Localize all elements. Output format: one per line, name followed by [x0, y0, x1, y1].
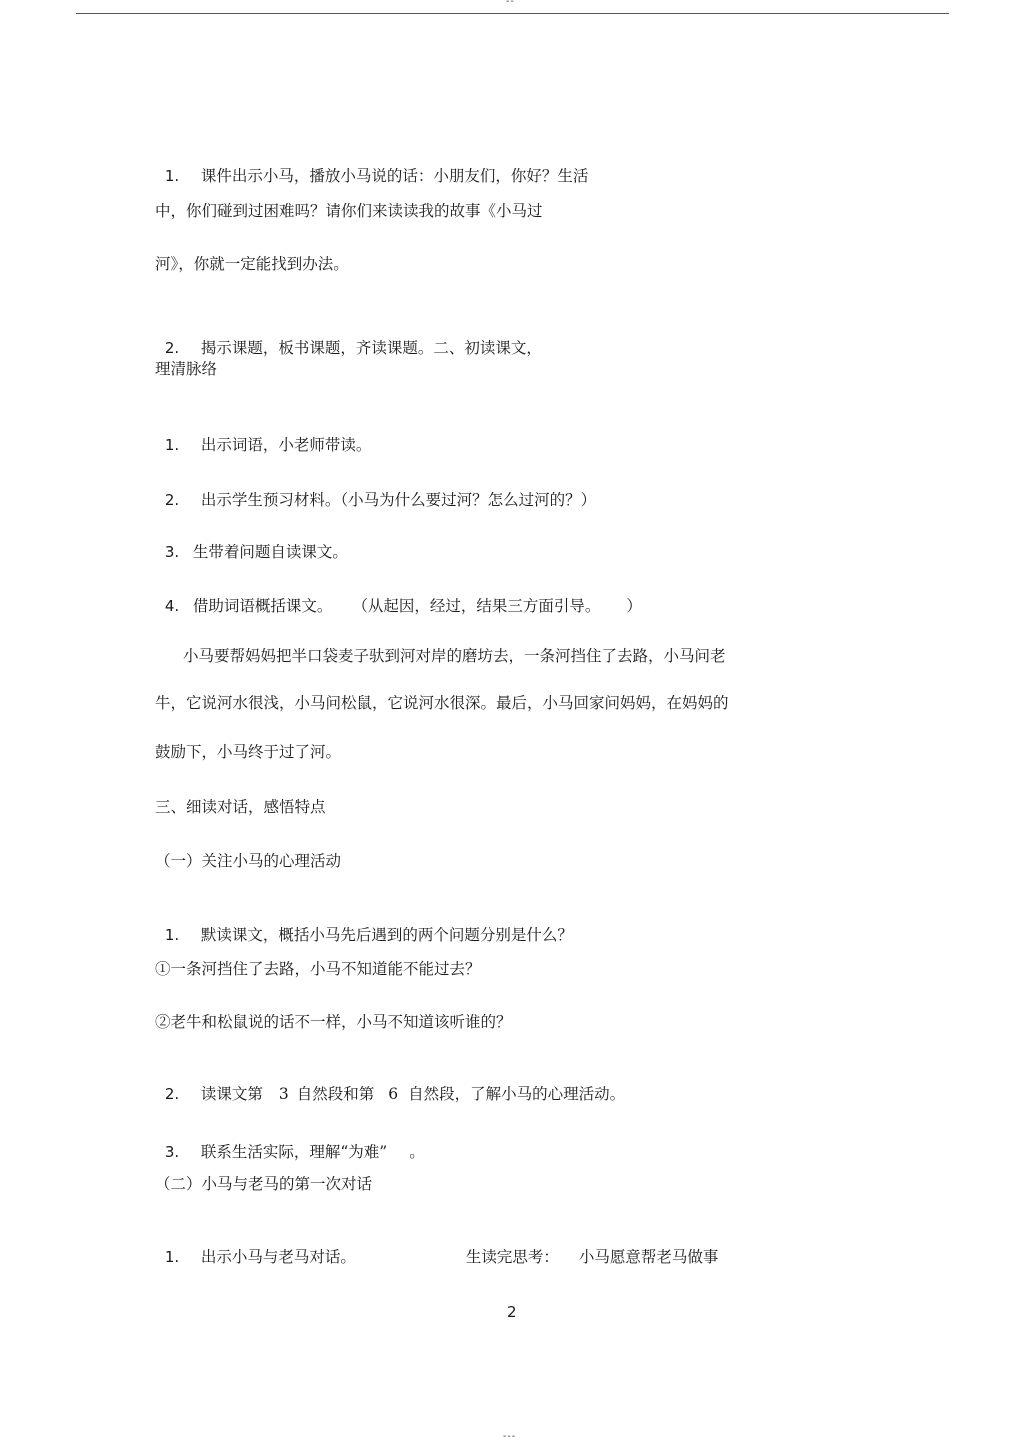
paragraph-line: 小马要帮妈妈把半口袋麦子驮到河对岸的磨坊去，一条河挡住了去路，小马问老 [183, 647, 726, 665]
text-line: 中，你们碰到过困难吗？请你们来读读我的故事《小马过 [155, 202, 543, 220]
list-number: 4. [164, 597, 180, 615]
page-number: 2 [507, 1303, 517, 1321]
header-rule [76, 13, 949, 14]
line-text: 联系生活实际，理解“为难” [200, 1143, 388, 1161]
text-line [155, 146, 588, 186]
text-line: ①一条河挡住了去路，小马不知道能不能过去？ [155, 960, 481, 978]
line-text: 生带着问题自读课文。 [192, 543, 348, 561]
subsection-heading: （一）关注小马的心理活动 [155, 852, 342, 870]
text-line [155, 1064, 625, 1104]
line-text: 出示小马与老马对话。 [200, 1248, 356, 1266]
line-text: 3 [278, 1085, 289, 1103]
text-line [155, 1227, 718, 1267]
subsection-heading: （二）小马与老马的第一次对话 [155, 1175, 373, 1193]
text-line [155, 470, 596, 510]
text-line [155, 576, 642, 616]
text-line [155, 522, 348, 562]
line-text: 默读课文，概括小马先后遇到的两个问题分别是什么？ [200, 926, 573, 944]
paragraph-line: 鼓励下，小马终于过了河。 [155, 743, 342, 761]
list-number: 1. [164, 167, 180, 185]
text-line: ②老牛和松鼠说的话不一样，小马不知道该听谁的？ [155, 1013, 512, 1031]
footer-mark: --- [503, 1431, 517, 1442]
line-text: （从起因，经过，结果三方面引导。 [352, 597, 601, 615]
line-text: 。 [409, 1143, 425, 1161]
line-text: 6 [388, 1085, 399, 1103]
list-number: 1. [164, 436, 180, 454]
section-heading: 三、细读对话，感悟特点 [155, 798, 326, 816]
list-number: 2. [164, 491, 180, 509]
line-text: ） [626, 597, 642, 615]
line-text: 自然段，了解小马的心理活动。 [408, 1085, 626, 1103]
list-number: 3. [164, 1143, 180, 1161]
line-text: 生读完思考： [465, 1248, 559, 1266]
line-text: 出示词语，小老师带读。 [200, 436, 372, 454]
list-number: 2. [164, 339, 180, 357]
text-line: 河》，你就一定能找到办法。 [155, 255, 349, 273]
paragraph-line: 牛，它说河水很浅，小马问松鼠，它说河水很深。最后，小马回家问妈妈，在妈妈的 [155, 694, 729, 712]
text-line [155, 415, 371, 455]
list-number: 3. [164, 543, 180, 561]
line-text: 课件出示小马，播放小马说的话：小朋友们，你好？生活 [200, 167, 589, 185]
text-line [155, 318, 542, 358]
line-text: 小马愿意帮老马做事 [578, 1248, 719, 1266]
line-text: 自然段和第 [296, 1085, 375, 1103]
list-number: 2. [164, 1085, 180, 1103]
list-number: 1. [164, 926, 180, 944]
line-text: 读课文第 [200, 1085, 263, 1103]
text-line [155, 905, 573, 945]
line-text: 借助词语概括课文。 [192, 597, 333, 615]
text-line: 理清脉络 [155, 360, 218, 378]
list-number: 1. [164, 1248, 180, 1266]
text-line [155, 1122, 425, 1162]
header-mark: -- [506, 0, 515, 7]
line-text: 揭示课题，板书课题，齐读课题。二、初读课文， [200, 339, 542, 357]
line-text: 出示学生预习材料。（小马为什么要过河？怎么过河的？） [200, 491, 597, 509]
